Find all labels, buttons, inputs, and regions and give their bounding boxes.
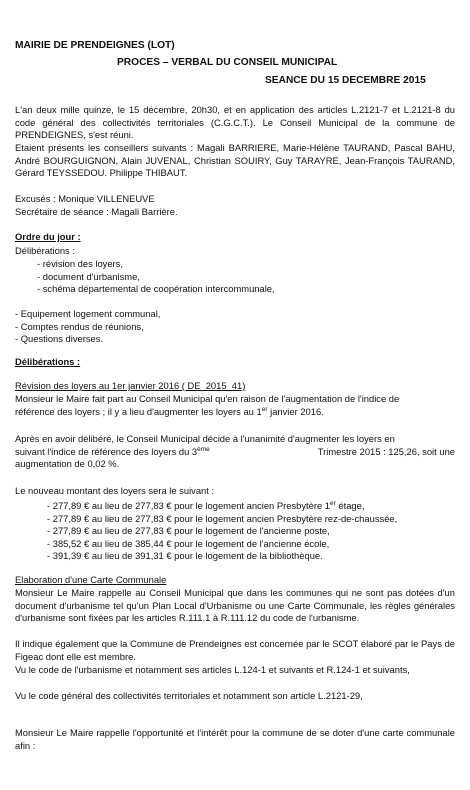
revision-title: Révision des loyers au 1er janvier 2016 ( DE_2015_41)	[15, 380, 246, 391]
loyer-item: - 277,89 € au lieu de 277,83 € pour le logement ancien Presbytère 1er étage,	[47, 500, 365, 511]
agenda-item: - Questions diverses.	[15, 333, 104, 345]
carte-paragraph-1: Monsieur Le Maire rappelle au Conseil Municipal que dans les communes qui ne sont pas dotées d'un document d'urbanisme tel qu'un Plan Local d'Urbanisme ou une Carte Communale, les règles générales d'urbanisme sont fixées par les articles R.111.1 à R.111.12 du code de l'urbanisme.	[15, 587, 455, 624]
loyer-item: - 391,39 € au lieu de 391,31 € pour le logement de la bibliothèque.	[47, 550, 323, 562]
excuses-line: Excusés : Monique VILLENEUVE	[15, 193, 155, 204]
deliberations-title: Délibérations :	[15, 356, 81, 367]
revision-paragraph-2: Après en avoir délibéré, le Conseil Municipal décide à l'unanimité d'augmenter les loyers en suivant l'indice de référence des loyers du 3ème Trimestre 2015 : 125,26, soit une augmentation de 0,02 %.	[15, 433, 455, 470]
agenda-item: - document d'urbanisme,	[37, 270, 140, 282]
carte-paragraph-2: Il indique également que la Commune de Prendeignes est concernée par le SCOT élaboré par le Pays de Figeac dont elle est membre.	[15, 638, 455, 662]
carte-paragraph-3: Vu le code de l'urbanisme et notamment ses articles L.124-1 et suivants et R.124-1 et suivants,	[15, 664, 410, 675]
agenda-item: - schéma départemental de coopération intercommunale,	[37, 283, 275, 295]
agenda-item: - Equipement logement communal,	[15, 308, 161, 319]
carte-paragraph-5: Monsieur Le Maire rappelle l'opportunité et l'intérêt pour la commune de se doter d'une carte communale afin :	[15, 727, 455, 751]
carte-paragraph-4: Vu le code général des collectivités territoriales et notamment son article L.2121-29,	[15, 690, 363, 701]
agenda-item: - Comptes rendus de réunions,	[15, 320, 144, 332]
mairie-heading: MAIRIE DE PRENDEIGNES (LOT)	[15, 40, 175, 51]
agenda-items	[15, 258, 455, 296]
loyers-list	[15, 500, 455, 563]
proces-verbal-heading: PROCES – VERBAL DU CONSEIL MUNICIPAL	[117, 57, 338, 68]
loyer-item: - 277,89 € au lieu de 277,83 € pour le logement ancien Presbytère rez-de-chaussée,	[47, 512, 398, 524]
secretaire-line: Secrétaire de séance : Magali Barrière.	[15, 206, 178, 217]
carte-title: Elaboration d'une Carte Communale	[15, 574, 167, 585]
loyers-intro: Le nouveau montant des loyers sera le suivant :	[15, 485, 215, 496]
revision-paragraph-1: Monsieur le Maire fait part au Conseil Municipal qu'en raison de l'augmentation de l'indice de référence des loyers ; il y a lieu d'augmenter les loyers au 1er janvier 2016.	[15, 393, 400, 417]
agenda-item: - révision des loyers,	[37, 258, 123, 269]
seance-date-heading: SEANCE DU 15 DECEMBRE 2015	[265, 75, 426, 86]
agenda-deliberations-label: Délibérations :	[15, 245, 75, 256]
agenda-other-items	[15, 308, 455, 346]
loyer-item: - 385,52 € au lieu de 385,44 € pour le logement de l'ancienne école,	[47, 537, 330, 549]
attendees-paragraph: Etaient présents les conseillers suivants : Magali BARRIERE, Marie-Hélène TAURAND, Pascal BAHU, André BOURGUIGNON, Alain JUVENAL, Christian SOUIRY, Guy TARAYRE, Jean-François TAURAND, Gérard TEYSSEDOU. Philippe THIBAUT.	[15, 142, 455, 179]
deliberations-section	[15, 356, 455, 369]
agenda-section	[15, 231, 455, 244]
agenda-title: Ordre du jour :	[15, 231, 81, 242]
intro-paragraph: L'an deux mille quinze, le 15 décembre, 20h30, et en application des articles L.2121-7 et L.2121-8 du code général des collectivités territoriales (C.G.C.T.). Le Conseil Municipal de la commune de PRENDEIGNES, s'est réuni.	[15, 104, 455, 141]
loyer-item: - 277,89 € au lieu de 277,83 € pour le logement de l'ancienne poste,	[47, 525, 330, 537]
